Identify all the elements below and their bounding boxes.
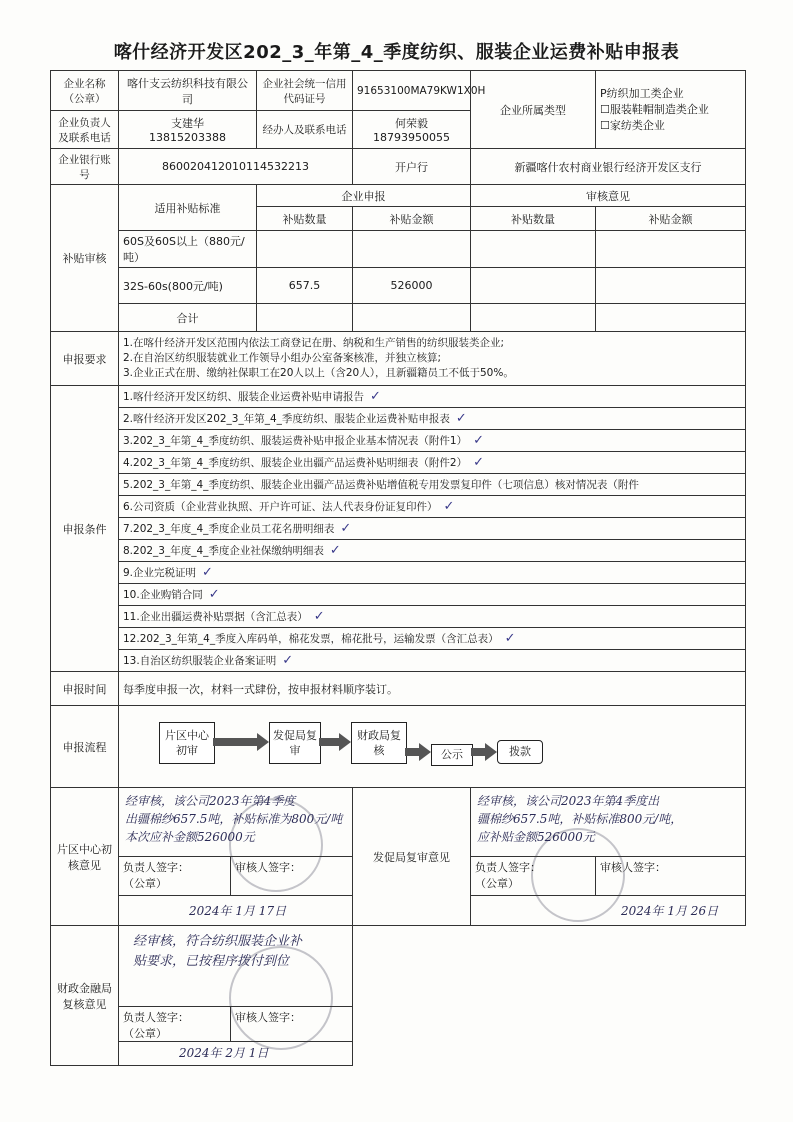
review-amount-header: 补贴金额 bbox=[596, 207, 746, 231]
condition-text: 1.喀什经济开发区纺织、服装企业运费补贴申请报告 bbox=[123, 391, 365, 403]
review2-owner-sign-label: 负责人签字： （公章） bbox=[471, 856, 596, 896]
review-qty-32s bbox=[471, 268, 596, 304]
check-mark-icon: ✓ bbox=[282, 653, 294, 668]
review-header: 审核意见 bbox=[471, 185, 746, 207]
condition-text: 3.202_3_年第_4_季度纺织、服装运费补贴申报企业基本情况表（附件1） bbox=[123, 435, 468, 447]
review1-cell bbox=[119, 788, 353, 926]
condition-item bbox=[119, 386, 746, 408]
process-step-payment: 拨款 bbox=[497, 740, 543, 764]
condition-text: 9.企业完税证明 bbox=[123, 567, 197, 579]
bank-name-label: 开户行 bbox=[353, 149, 471, 185]
arrow-right-icon bbox=[257, 733, 269, 751]
blank-area bbox=[353, 926, 746, 1066]
condition-text: 2.喀什经济开发区202_3_年第_4_季度纺织、服装企业运费补贴申报表 bbox=[123, 413, 450, 425]
credit-code-value: 91653100MA79KW1X0H bbox=[353, 71, 471, 111]
review1-handwriting-line: 经审核，该公司2023年第4季度 bbox=[125, 794, 296, 808]
apply-header: 企业申报 bbox=[257, 185, 471, 207]
process-flow bbox=[119, 706, 746, 788]
condition-item bbox=[119, 650, 746, 672]
check-mark-icon: ✓ bbox=[329, 543, 341, 558]
arrow-right-icon bbox=[339, 733, 351, 751]
review2-cell bbox=[471, 788, 746, 926]
flow-connector bbox=[213, 738, 257, 746]
review1-date: 2024年 1月 17日 bbox=[189, 904, 287, 918]
owner-contact bbox=[119, 111, 257, 149]
condition-item bbox=[119, 584, 746, 606]
condition-item bbox=[119, 606, 746, 628]
condition-text: 4.202_3_年第_4_季度纺织、服装企业出疆产品运费补贴明细表（附件2） bbox=[123, 457, 468, 469]
check-mark-icon: ✓ bbox=[473, 455, 485, 470]
company-name-label: 企业名称 （公章） bbox=[51, 71, 119, 111]
review2-auditor-sign-label: 审核人签字： bbox=[596, 856, 746, 896]
review1-handwriting-line: 本次应补金额526000元 bbox=[125, 830, 255, 844]
check-mark-icon: ✓ bbox=[455, 411, 467, 426]
condition-text: 8.202_3_年度_4_季度企业社保缴纳明细表 bbox=[123, 545, 324, 557]
review3-cell bbox=[119, 926, 353, 1066]
arrow-right-icon bbox=[419, 743, 431, 761]
total-apply-amount bbox=[353, 304, 471, 332]
check-mark-icon: ✓ bbox=[473, 433, 485, 448]
timing-label: 申报时间 bbox=[51, 672, 119, 706]
company-type-textile: P纺织加工类企业 bbox=[600, 86, 684, 100]
condition-item bbox=[119, 496, 746, 518]
process-label: 申报流程 bbox=[51, 706, 119, 788]
apply-qty-32s: 657.5 bbox=[257, 268, 353, 304]
process-step-publicity: 公示 bbox=[431, 744, 473, 766]
review1-handwriting-line: 出疆棉纱657.5吨，补贴标准为800元/吨 bbox=[125, 812, 343, 826]
condition-text: 13.自治区纺织服装企业备案证明 bbox=[123, 655, 277, 667]
arrow-right-icon bbox=[485, 743, 497, 761]
process-step-initial: 片区中心初审 bbox=[159, 722, 215, 764]
check-mark-icon: ✓ bbox=[208, 587, 220, 602]
standard-32s: 32S-60s(800元/吨) bbox=[119, 268, 257, 304]
form-title: 喀什经济开发区202_3_年第_4_季度纺织、服装企业运费补贴申报表 bbox=[113, 42, 680, 63]
condition-text: 10.企业购销合同 bbox=[123, 589, 203, 601]
flow-connector bbox=[471, 748, 485, 756]
requirements-list bbox=[119, 332, 746, 386]
bank-account-value: 860020412010114532213 bbox=[119, 149, 353, 185]
table-row bbox=[51, 231, 746, 268]
review3-label: 财政金融局复核意见 bbox=[51, 926, 119, 1066]
requirement-item: 1.在喀什经济开发区范围内依法工商登记在册、纳税和生产销售的纺织服装类企业; bbox=[123, 337, 505, 349]
check-mark-icon: ✓ bbox=[340, 521, 352, 536]
conditions-label: 申报条件 bbox=[51, 386, 119, 672]
review3-date: 2024年 2月 1日 bbox=[179, 1046, 269, 1060]
total-review-amount bbox=[596, 304, 746, 332]
condition-item bbox=[119, 474, 746, 496]
company-name-value: 喀什支云纺织科技有限公司 bbox=[119, 71, 257, 111]
owner-phone: 13815203388 bbox=[149, 131, 226, 144]
condition-text: 5.202_3_年第_4_季度纺织、服装企业出疆产品运费补贴增值税专用发票复印件（七项信息）核对情况表（附件 bbox=[123, 479, 639, 491]
review2-date: 2024年 1月 26日 bbox=[621, 904, 719, 918]
company-type-homefabric: ☐家纺类企业 bbox=[600, 118, 665, 132]
review2-handwriting-line: 疆棉纱657.5吨，补贴标准800元/吨， bbox=[477, 812, 683, 826]
check-mark-icon: ✓ bbox=[313, 609, 325, 624]
apply-amount-32s: 526000 bbox=[353, 268, 471, 304]
table-row bbox=[51, 268, 746, 304]
requirements-label: 申报要求 bbox=[51, 332, 119, 386]
company-type-garment: ☐服装鞋帽制造类企业 bbox=[600, 102, 709, 116]
agent-name: 何荣毅 bbox=[395, 117, 428, 130]
condition-item bbox=[119, 518, 746, 540]
bank-name-value: 新疆喀什农村商业银行经济开发区支行 bbox=[471, 149, 746, 185]
review-qty-60s bbox=[471, 231, 596, 268]
agent-contact bbox=[353, 111, 471, 149]
review2-handwriting-line: 经审核，该公司2023年第4季度出 bbox=[477, 794, 660, 808]
requirement-item: 3.企业正式在册、缴纳社保职工在20人以上（含20人），且新疆籍员工不低于50%。 bbox=[123, 367, 514, 379]
subsidy-standard-header: 适用补贴标准 bbox=[119, 185, 257, 231]
condition-item bbox=[119, 430, 746, 452]
review3-handwriting-line: 经审核，符合纺织服装企业补 bbox=[133, 934, 303, 949]
process-step-review: 发促局复审 bbox=[269, 722, 321, 764]
standard-60s: 60S及60S以上（880元/吨） bbox=[119, 231, 257, 268]
apply-qty-header: 补贴数量 bbox=[257, 207, 353, 231]
review-qty-header: 补贴数量 bbox=[471, 207, 596, 231]
check-mark-icon: ✓ bbox=[370, 389, 381, 404]
condition-item bbox=[119, 408, 746, 430]
owner-label: 企业负责人及联系电话 bbox=[51, 111, 119, 149]
condition-text: 11.企业出疆运费补贴票据（含汇总表） bbox=[123, 611, 308, 623]
review1-auditor-sign-label: 审核人签字： bbox=[231, 856, 353, 896]
review1-owner-sign-label: 负责人签字： （公章） bbox=[119, 856, 231, 896]
credit-code-label: 企业社会统一信用代码证号 bbox=[257, 71, 353, 111]
check-mark-icon: ✓ bbox=[504, 631, 516, 646]
review3-auditor-sign-label: 审核人签字： bbox=[231, 1006, 353, 1042]
company-type-label: 企业所属类型 bbox=[471, 71, 596, 149]
agent-phone: 18793950055 bbox=[373, 131, 450, 144]
subsidy-form-table bbox=[50, 70, 746, 1066]
review-amount-32s bbox=[596, 268, 746, 304]
condition-text: 7.202_3_年度_4_季度企业员工花名册明细表 bbox=[123, 523, 335, 535]
timing-text: 每季度申报一次，材料一式肆份，按申报材料顺序装订。 bbox=[119, 672, 746, 706]
review2-label: 发促局复审意见 bbox=[353, 788, 471, 926]
bank-account-label: 企业银行账号 bbox=[51, 149, 119, 185]
apply-qty-60s bbox=[257, 231, 353, 268]
apply-amount-header: 补贴金额 bbox=[353, 207, 471, 231]
owner-name: 支建华 bbox=[171, 117, 204, 130]
condition-text: 12.202_3_年第_4_季度入库码单，棉花发票，棉花批号，运输发票（含汇总表） bbox=[123, 633, 499, 645]
condition-text: 6.公司资质（企业营业执照、开户许可证、法人代表身份证复印件） bbox=[123, 501, 438, 513]
total-label: 合计 bbox=[119, 304, 257, 332]
condition-item bbox=[119, 562, 746, 584]
agent-label: 经办人及联系电话 bbox=[257, 111, 353, 149]
review3-owner-sign-label: 负责人签字： （公章） bbox=[119, 1006, 231, 1042]
subsidy-section-label: 补贴审核 bbox=[51, 185, 119, 332]
condition-item bbox=[119, 628, 746, 650]
review2-handwriting-line: 应补贴金额526000元 bbox=[477, 830, 595, 844]
check-mark-icon: ✓ bbox=[443, 499, 455, 514]
condition-item bbox=[119, 540, 746, 562]
review3-handwriting-line: 贴要求，已按程序拨付到位 bbox=[133, 954, 290, 969]
requirement-item: 2.在自治区纺织服装就业工作领导小组办公室备案核准，并独立核算; bbox=[123, 352, 442, 364]
condition-item bbox=[119, 452, 746, 474]
apply-amount-60s bbox=[353, 231, 471, 268]
review-amount-60s bbox=[596, 231, 746, 268]
review1-label: 片区中心初核意见 bbox=[51, 788, 119, 926]
process-step-finance: 财政局复核 bbox=[351, 722, 407, 764]
company-type-options bbox=[596, 71, 746, 149]
total-review-qty bbox=[471, 304, 596, 332]
flow-connector bbox=[405, 748, 419, 756]
total-apply-qty bbox=[257, 304, 353, 332]
flow-connector bbox=[319, 738, 339, 746]
check-mark-icon: ✓ bbox=[202, 565, 213, 580]
